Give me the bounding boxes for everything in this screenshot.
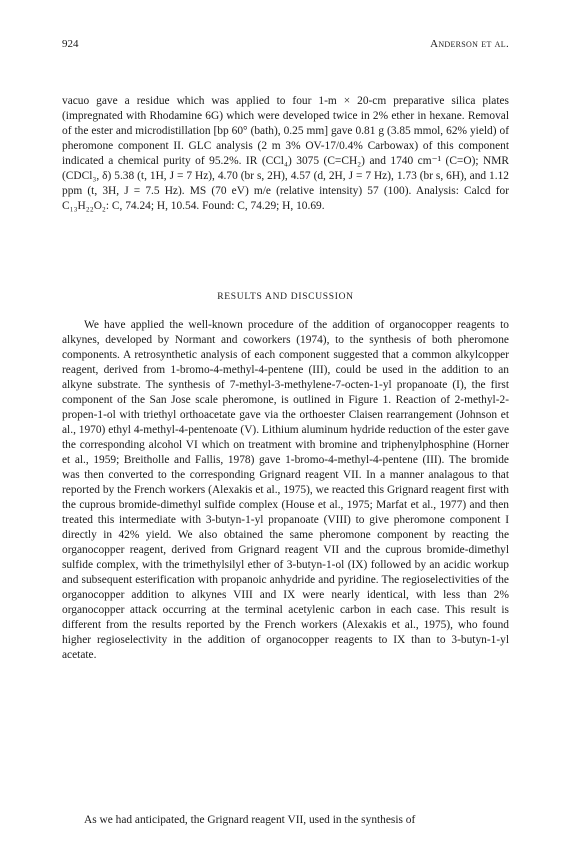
- paragraph-grignard: As we had anticipated, the Grignard reagent VII, used in the synthesis of: [84, 814, 416, 826]
- running-head: Anderson et al.: [430, 38, 509, 50]
- page-header: [62, 38, 509, 50]
- paragraph-results: We have applied the well-known procedure of the addition of organocopper reagents to alkynes, developed by Normant and coworkers (1974), to the synthesis of both pheromone components. A retrosynthetic analysis of each component suggested that a common alkylcopper reagent, derived from 1-bromo-4-methyl-4-pentene (III), could be used in the addition to an alkyne substrate. The synthesis of 7-methyl-3-methylene-7-octen-1-yl propanoate (I), the first component of the San Jose scale pheromone, is outlined in Figure 1. Reaction of 2-methyl-2-propen-1-ol with triethyl orthoacetate gave via the orthoester Claisen rearrangement (Johnson et al., 1970) ethyl 4-methyl-4-pentenoate (V). Lithium aluminum hydride reduction of the ester gave the corresponding alcohol VI which on treatment with bromine and triphenylphosphine (Horner et al., 1959; Breitholle and Fallis, 1978) gave 1-bromo-4-methyl-4-pentene (III). The bromide was then converted to the corresponding Grignard reagent VII. In a manner analagous to that reported by the French workers (Alexakis et al., 1975), we reacted this Grignard reagent first with the cuprous bromide-dimethyl sulfide complex (House et al., 1975; Marfat et al., 1977) and then treated this intermediate with 3-butyn-1-yl propanoate (VIII) to give pheromone component I directly in 42% yield. We also obtained the same pheromone component by reacting the organocopper reagent, derived from Grignard reagent VII and the cuprous bromide-dimethyl sulfide complex, with the trimethylsilyl ether of 3-butyn-1-ol (IX) followed by an acidic workup and subsequent esterification with propanoic anhydride and pyridine. The regioselectivities of the organocopper addition to alkynes VIII and IX were nearly identical, with less than 2% organocopper attack occurring at the terminal acetylenic carbon in each case. This result is different from the results reported by the French workers (Alexakis et al., 1975), who found higher regioselectivity in the addition of organocopper reagents to IX than to 3-butyn-1-yl acetate.: [62, 319, 509, 661]
- section-heading: RESULTS AND DISCUSSION: [217, 292, 354, 302]
- paragraph-experimental-continuation: vacuo gave a residue which was applied to four 1-m × 20-cm preparative silica plates (impregnated with Rhodamine 6G) which were developed twice in 2% ether in hexane. Removal of the ester and microdistillation [bp 60° (bath), 0.25 mm] gave 0.81 g (3.85 mmol, 62% yield) of pheromone component II. GLC analysis (2 m 3% OV-17/0.4% Carbowax) of this component indicated a chemical purity of 95.2%. IR (CCl₄) 3075 (C=CH₂) and 1740 cm⁻¹ (C=O); NMR (CDCl₃, δ) 5.38 (t, 1H, J = 7 Hz), 4.70 (br s, 2H), 4.57 (d, 2H, J = 7 Hz), 1.73 (br s, 6H), and 1.12 ppm (t, 3H, J = 7.5 Hz). MS (70 eV) m/e (relative intensity) 57 (100). Analysis: Calcd for C₁₃H₂₂O₂: C, 74.24; H, 10.54. Found: C, 74.29; H, 10.69.: [62, 95, 509, 212]
- page-number: 924: [62, 38, 79, 50]
